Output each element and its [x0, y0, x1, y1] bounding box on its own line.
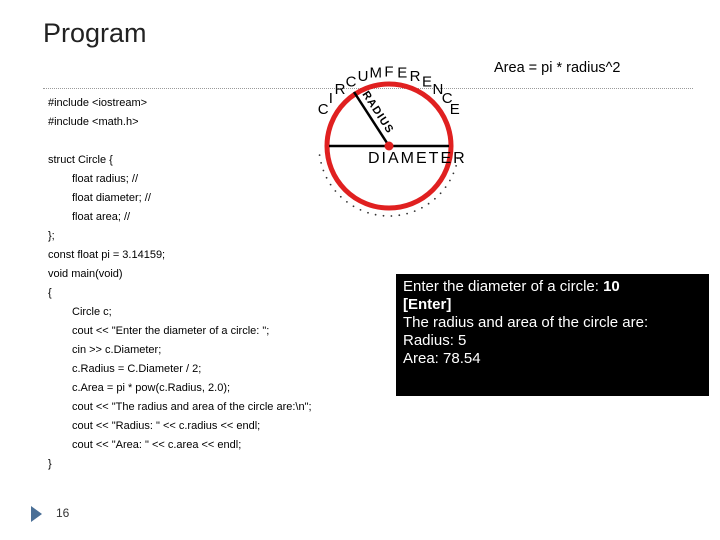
code-line: c.Area = pi * pow(c.Radius, 2.0); — [72, 382, 231, 394]
circumference-letter: M — [369, 64, 383, 82]
slide-title: Program — [43, 18, 147, 48]
console-input: 10 — [603, 278, 620, 295]
circle-dot — [335, 190, 337, 192]
footer-bullet-icon — [31, 506, 42, 522]
code-line: cout << "The radius and area of the circle are:\n"; — [72, 401, 312, 413]
code-line: const float pi = 3.14159; — [48, 249, 166, 261]
circle-dot — [340, 196, 342, 198]
code-line: #include <iostream> — [48, 97, 148, 109]
area-formula: Area = pi * radius^2 — [494, 60, 621, 76]
circle-dot — [323, 170, 325, 172]
circle-dot — [414, 210, 416, 212]
code-line: struct Circle { — [48, 154, 113, 166]
console-prompt: Enter the diameter of a circle: — [403, 278, 604, 295]
circle-dot — [398, 214, 400, 216]
page-number: 16 — [56, 506, 70, 520]
circumference-letter: E — [449, 100, 460, 118]
circle-dot — [449, 180, 451, 182]
circumference-letter: U — [357, 68, 369, 85]
console-line-2: The radius and area of the circle are: — [403, 314, 649, 331]
circle-dot — [406, 213, 408, 215]
console-line-3: Radius: 5 — [403, 332, 467, 349]
code-line: void main(void) — [48, 268, 123, 280]
circumference-letter: R — [409, 68, 421, 85]
code-line: cout << "Area: " << c.area << endl; — [72, 439, 242, 451]
code-line — [48, 132, 312, 151]
code-line: float area; // — [72, 211, 131, 223]
circle-dot — [353, 205, 355, 207]
code-line: } — [48, 458, 52, 470]
code-line: cin >> c.Diameter; — [72, 344, 162, 356]
circle-dot — [375, 214, 377, 216]
circle-dot — [391, 215, 393, 217]
circle-dot — [428, 203, 430, 205]
code-line: c.Radius = C.Diameter / 2; — [72, 363, 202, 375]
code-line: cout << "Radius: " << c.radius << endl; — [72, 420, 261, 432]
circle-dot — [440, 192, 442, 194]
code-line: { — [48, 287, 52, 299]
circumference-letter: E — [421, 73, 433, 91]
circumference-letter: C — [345, 73, 357, 91]
circle-dot — [360, 209, 362, 211]
code-line: float diameter; // — [72, 192, 151, 204]
circumference-letter: R — [334, 80, 346, 98]
circle-dot — [346, 201, 348, 203]
circumference-letter: C — [317, 100, 329, 118]
circumference-letter: E — [397, 64, 408, 82]
circumference-letter: N — [432, 80, 444, 98]
console-line-1 — [403, 278, 709, 296]
circle-dot — [367, 212, 369, 214]
console-line-4: Area: 78.54 — [403, 350, 481, 367]
radius-label: RADIUS — [359, 89, 396, 137]
circle-dot — [434, 198, 436, 200]
console-enter-key: [Enter] — [403, 296, 452, 313]
code-line: }; — [48, 230, 55, 242]
circle-dot — [445, 186, 447, 188]
circle-dot — [330, 184, 332, 186]
circle-dot — [326, 177, 328, 179]
diameter-label: DIAMETER — [368, 150, 467, 167]
circle-dot — [319, 154, 321, 156]
code-line: cout << "Enter the diameter of a circle: "; — [72, 325, 270, 337]
circumference-letter: C — [441, 90, 453, 108]
circumference-letter: F — [384, 63, 394, 81]
circumference-letter: I — [328, 90, 333, 108]
circle-diagram — [317, 56, 504, 221]
circle-dot — [453, 173, 455, 175]
code-line: Circle c; — [72, 306, 112, 318]
circle-dot — [421, 207, 423, 209]
code-line: #include <math.h> — [48, 116, 139, 128]
code-line: float radius; // — [72, 173, 139, 185]
code-listing — [48, 94, 312, 474]
circle-dot — [320, 162, 322, 164]
circle-dot — [383, 215, 385, 217]
console-output — [396, 274, 709, 396]
